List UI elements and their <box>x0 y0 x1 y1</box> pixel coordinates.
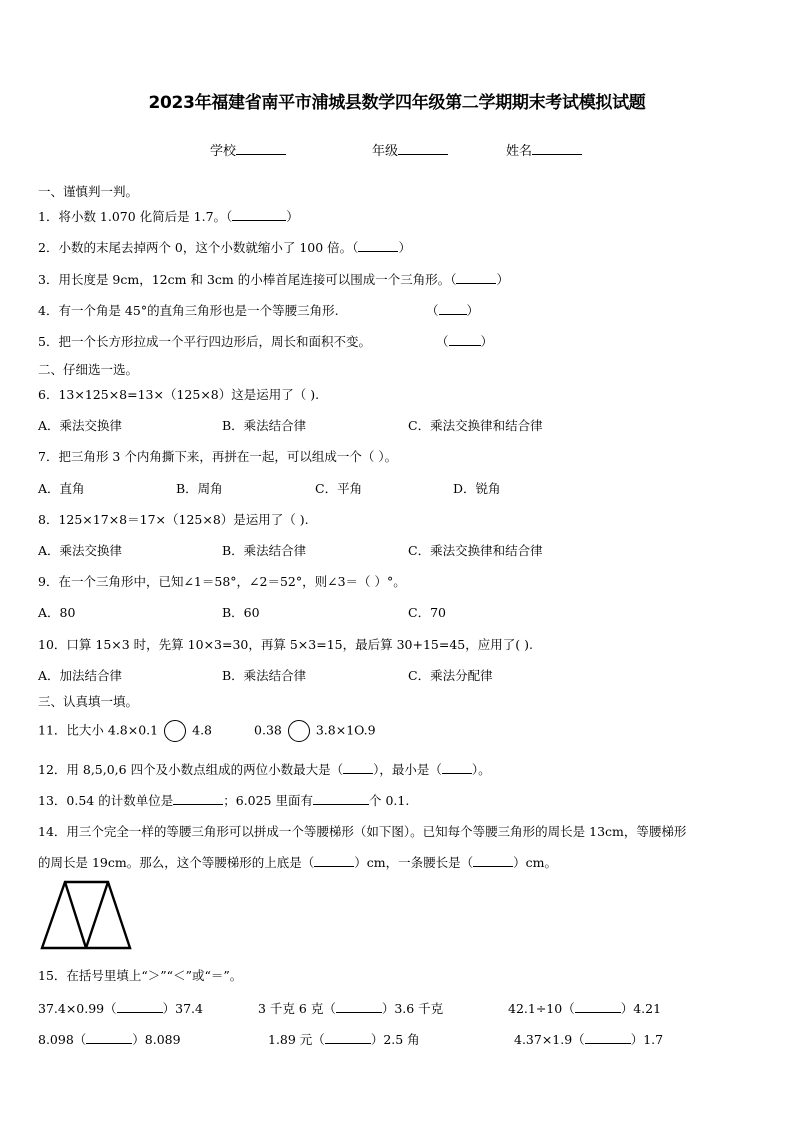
q5-answer[interactable] <box>436 332 493 350</box>
q5-paren-right: ） <box>480 334 494 349</box>
question-3 <box>38 270 509 288</box>
q13-blank-unit[interactable] <box>173 804 223 805</box>
q15-item-2-blank[interactable] <box>336 1012 382 1013</box>
question-9: 9．在一个三角形中，已知∠1＝58°，∠2＝52°，则∠3＝（ ）°。 <box>38 574 406 589</box>
question-15: 15．在括号里填上“＞”“＜”或“＝”。 <box>38 968 243 983</box>
q4-paren-right: ） <box>466 303 480 318</box>
q12-text-1: 12．用 8,5,0,6 四个及小数点组成的两位小数最大是（ <box>38 762 344 777</box>
q15-item-3-right: ）4.21 <box>620 1001 662 1016</box>
question-2 <box>38 238 411 256</box>
name-label: 姓名 <box>506 144 533 159</box>
q10-option-c[interactable]: C．乘法分配律 <box>408 668 493 683</box>
q13-text-1: 13．0.54 的计数单位是 <box>38 793 174 808</box>
question-14-line-2 <box>38 853 557 871</box>
q7-option-d[interactable]: D．锐角 <box>453 481 501 496</box>
q4-paren-left: （ <box>426 303 439 318</box>
q15-item-2-left: 3 千克 6 克（ <box>258 1001 336 1016</box>
q15-item-3 <box>508 999 661 1017</box>
q9-option-c[interactable]: C．70 <box>408 605 446 620</box>
section-3-heading: 三、认真填一填。 <box>38 694 139 709</box>
question-7: 7．把三角形 3 个内角撕下来，再拼在一起，可以组成一个（ ）。 <box>38 449 398 464</box>
q2-end: ） <box>398 240 411 255</box>
q15-item-6-right: ）1.7 <box>630 1032 664 1047</box>
q3-end: ） <box>496 272 509 287</box>
q15-item-5-blank[interactable] <box>325 1043 371 1044</box>
q15-item-4-blank[interactable] <box>86 1043 132 1044</box>
question-13 <box>38 791 409 809</box>
q1-answer-blank[interactable] <box>232 220 286 221</box>
q9-option-a[interactable]: A．80 <box>38 605 76 620</box>
grade-label: 年级 <box>372 144 399 159</box>
q11-compare-circle-2[interactable] <box>288 720 310 742</box>
q4-text: 4．有一个角是 45°的直角三角形也是一个等腰三角形. <box>38 303 339 318</box>
q15-item-3-left: 42.1÷10（ <box>508 1001 575 1016</box>
question-6: 6．13×125×8=13×（125×8）这是运用了（ ). <box>38 387 320 402</box>
q15-item-1-left: 37.4×0.99（ <box>38 1001 117 1016</box>
q13-text-3: 个 0.1. <box>368 793 410 808</box>
q13-blank-count[interactable] <box>313 804 369 805</box>
question-1 <box>38 207 299 225</box>
q15-item-3-blank[interactable] <box>575 1012 621 1013</box>
question-4 <box>38 301 339 319</box>
q8-option-c[interactable]: C．乘法交换律和结合律 <box>408 543 543 558</box>
q14-text-3: ）cm。 <box>513 855 557 870</box>
q3-answer-blank[interactable] <box>456 283 496 284</box>
name-field[interactable] <box>506 140 582 159</box>
q15-item-4-left: 8.098（ <box>38 1032 87 1047</box>
q11-value-3: 3.8×1O.9 <box>315 722 376 738</box>
q14-text-2: ）cm，一条腰长是（ <box>354 855 474 870</box>
question-5 <box>38 332 371 350</box>
q7-option-c[interactable]: C．平角 <box>315 481 363 496</box>
q15-item-6-blank[interactable] <box>585 1043 631 1044</box>
question-10: 10．口算 15×3 时，先算 10×3=30，再算 5×3=15，最后算 30+15=45，应用了( ). <box>38 637 533 652</box>
trapezoid-outline <box>42 882 130 948</box>
q7-option-b[interactable]: B．周角 <box>176 481 223 496</box>
q6-option-a[interactable]: A．乘法交换律 <box>38 418 123 433</box>
q7-option-a[interactable]: A．直角 <box>38 481 85 496</box>
q2-text: 2．小数的末尾去掉两个 0，这个小数就缩小了 100 倍。（ <box>38 240 359 255</box>
q15-item-4 <box>38 1030 181 1048</box>
grade-field[interactable] <box>372 140 448 159</box>
q5-text: 5．把一个长方形拉成一个平行四边形后，周长和面积不变。 <box>38 334 371 349</box>
section-2-heading: 二、仔细选一选。 <box>38 362 139 377</box>
q9-option-b[interactable]: B．60 <box>222 605 260 620</box>
q15-item-5-right: ）2.5 角 <box>370 1032 420 1047</box>
q15-item-2 <box>258 999 443 1017</box>
q15-item-2-right: ）3.6 千克 <box>381 1001 444 1016</box>
q5-answer-blank[interactable] <box>449 345 481 346</box>
q13-text-2: ；6.025 里面有 <box>223 793 313 808</box>
q15-item-5-left: 1.89 元（ <box>268 1032 325 1047</box>
q11-value-1: 4.8 <box>192 722 213 738</box>
q6-option-b[interactable]: B．乘法结合律 <box>222 418 307 433</box>
trapezoid-figure <box>38 878 134 952</box>
q11-value-2: 0.38 <box>254 722 282 738</box>
q8-option-a[interactable]: A．乘法交换律 <box>38 543 123 558</box>
q15-item-1-right: ）37.4 <box>162 1001 203 1016</box>
q6-option-c[interactable]: C．乘法交换律和结合律 <box>408 418 543 433</box>
q14-blank-top-base[interactable] <box>314 866 354 867</box>
q14-blank-leg[interactable] <box>473 866 513 867</box>
question-11 <box>38 720 376 742</box>
q14-text-1: 的周长是 19cm。那么，这个等腰梯形的上底是（ <box>38 855 315 870</box>
q12-blank-min[interactable] <box>442 773 472 774</box>
q4-answer[interactable] <box>426 301 479 319</box>
school-field[interactable] <box>210 140 286 159</box>
q2-answer-blank[interactable] <box>358 251 398 252</box>
q5-paren-left: （ <box>436 334 449 349</box>
q11-compare-circle-1[interactable] <box>164 720 186 742</box>
school-label: 学校 <box>210 144 237 159</box>
question-14-line-1: 14．用三个完全一样的等腰三角形可以拼成一个等腰梯形（如下图）。已知每个等腰三角形的周长是 13cm，等腰梯形 <box>38 824 687 839</box>
q15-item-5 <box>268 1030 420 1048</box>
section-1-heading: 一、谨慎判一判。 <box>38 184 139 199</box>
question-12 <box>38 760 491 778</box>
q1-text: 1．将小数 1.070 化简后是 1.7。（ <box>38 209 233 224</box>
q10-option-b[interactable]: B．乘法结合律 <box>222 668 307 683</box>
q3-text: 3．用长度是 9cm，12cm 和 3cm 的小棒首尾连接可以围成一个三角形。（ <box>38 272 457 287</box>
q15-item-1 <box>38 999 203 1017</box>
q11-lead: 11．比大小 4.8×0.1 <box>38 722 159 738</box>
q1-end: ） <box>286 209 299 224</box>
q10-option-a[interactable]: A．加法结合律 <box>38 668 123 683</box>
trapezoid-divider-right <box>86 882 108 948</box>
q12-blank-max[interactable] <box>343 773 373 774</box>
q15-item-4-right: ）8.089 <box>132 1032 181 1047</box>
q12-text-3: ）。 <box>471 762 491 777</box>
q12-text-2: ），最小是（ <box>373 762 442 777</box>
q15-item-1-blank[interactable] <box>117 1012 163 1013</box>
q8-option-b[interactable]: B．乘法结合律 <box>222 543 307 558</box>
q15-item-6-left: 4.37×1.9（ <box>514 1032 585 1047</box>
page-title: 2023年福建省南平市浦城县数学四年级第二学期期末考试模拟试题 <box>148 93 646 113</box>
q4-answer-blank[interactable] <box>439 314 467 315</box>
trapezoid-divider-left <box>65 882 86 948</box>
question-8: 8．125×17×8＝17×（125×8）是运用了（ ). <box>38 512 309 527</box>
q15-item-6 <box>514 1030 663 1048</box>
